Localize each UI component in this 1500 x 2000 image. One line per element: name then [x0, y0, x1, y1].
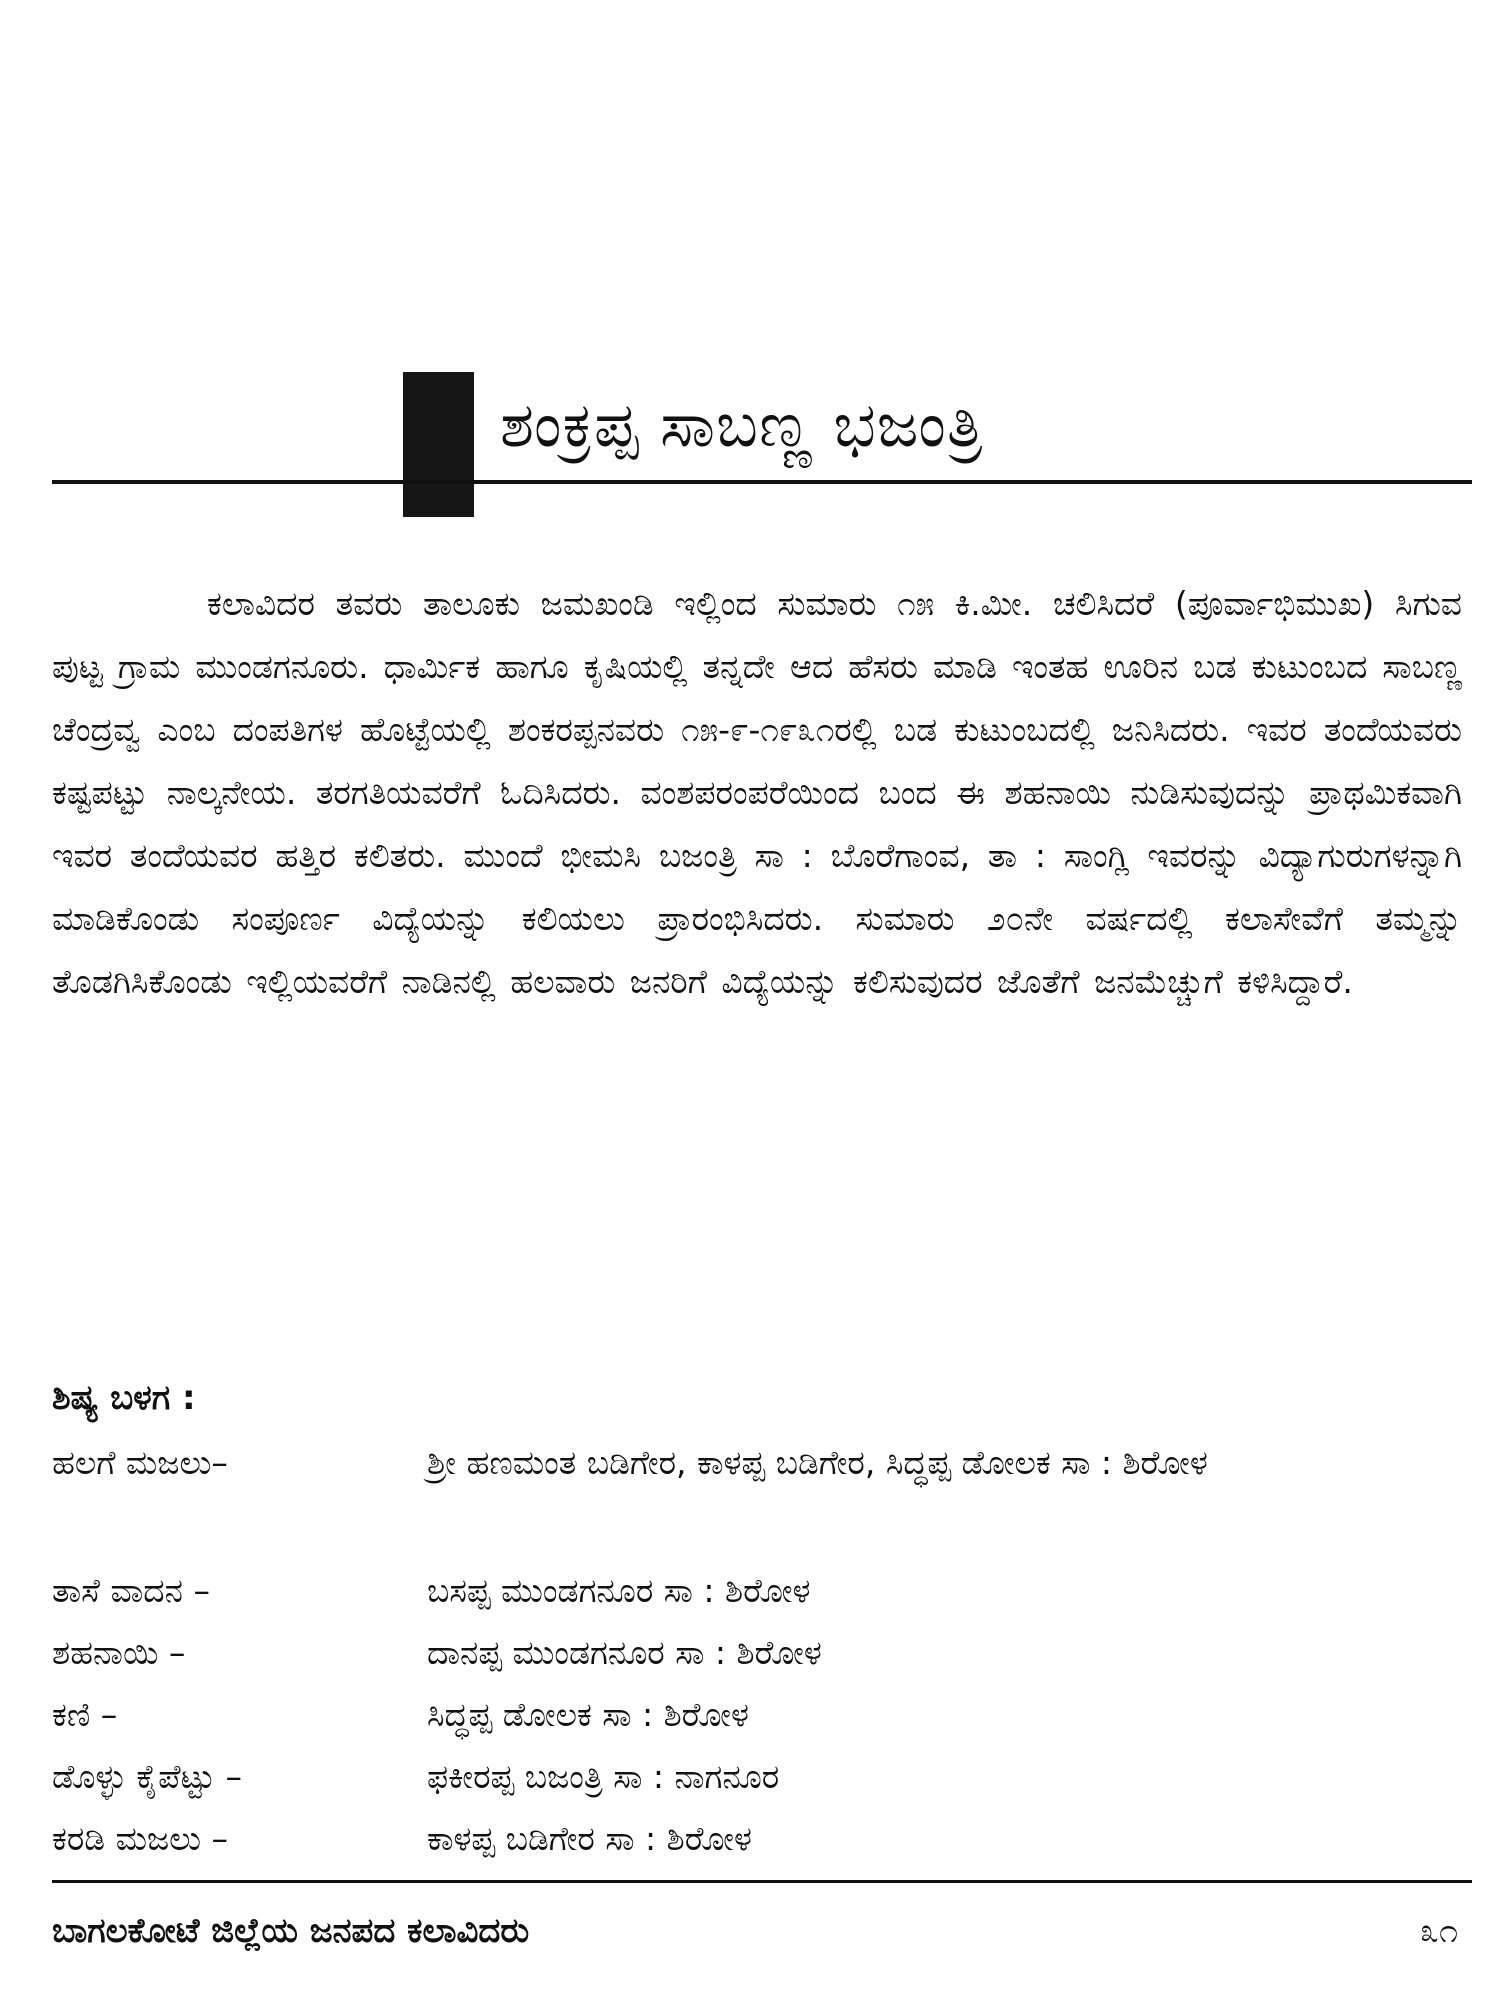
disciple-names: ಕಾಳಪ್ಪ ಬಡಿಗೇರ ಸಾ : ಶಿರೋಳ	[427, 1819, 752, 1858]
disciple-names: ಬಸಪ್ಪ ಮುಂಡಗನೂರ ಸಾ : ಶಿರೋಳ	[427, 1571, 811, 1610]
biography-paragraph: ಕಲಾವಿದರ ತವರು ತಾಲೂಕು ಜಮಖಂಡಿ ಇಲ್ಲಿಂದ ಸುಮಾರು ೧೫ ಕಿ.ಮೀ. ಚಲಿಸಿದರೆ (ಪೂರ್ವಾಭಿಮುಖ) ಸಿಗುವ ಪುಟ್ಟ ಗ್ರಾಮ ಮುಂಡಗನೂರು. ಧಾರ್ಮಿಕ ಹಾಗೂ ಕೃಷಿಯಲ್ಲಿ ತನ್ನದೇ ಆದ ಹೆಸರು ಮಾಡಿ ಇಂತಹ ಊರಿನ ಬಡ ಕುಟುಂಬದ ಸಾಬಣ್ಣ ಚೆಂದ್ರವ್ವ ಎಂಬ ದಂಪತಿಗಳ ಹೊಟ್ಟೆಯಲ್ಲಿ ಶಂಕರಪ್ಪನವರು ೧೫-೯-೧೯೩೧ರಲ್ಲಿ ಬಡ ಕುಟುಂಬದಲ್ಲಿ ಜನಿಸಿದರು. ಇವರ ತಂದೆಯವರು ಕಷ್ಟಪಟ್ಟು ನಾಲ್ಕನೇಯ. ತರಗತಿಯವರೆಗೆ ಓದಿಸಿದರು. ವಂಶಪರಂಪರೆಯಿಂದ ಬಂದ ಈ ಶಹನಾಯಿ ನುಡಿಸುವುದನ್ನು ಪ್ರಾಥಮಿಕವಾಗಿ ಇವರ ತಂದೆಯವರ ಹತ್ತಿರ ಕಲಿತರು. ಮುಂದೆ ಭೀಮಸಿ ಬಜಂತ್ರಿ ಸಾ : ಬೊರೆಗಾಂವ, ತಾ : ಸಾಂಗ್ಲಿ ಇವರನ್ನು ವಿದ್ಯಾಗುರುಗಳನ್ನಾಗಿ ಮಾಡಿಕೊಂಡು ಸಂಪೂರ್ಣ ವಿದ್ಯೆಯನ್ನು ಕಲಿಯಲು ಪ್ರಾರಂಭಿಸಿದರು. ಸುಮಾರು ೨೦ನೇ ವರ್ಷದಲ್ಲಿ ಕಲಾಸೇವೆಗೆ ತಮ್ಮನ್ನು ತೊಡಗಿಸಿಕೊಂಡು ಇಲ್ಲಿಯವರೆಗೆ ನಾಡಿನಲ್ಲಿ ಹಲವಾರು ಜನರಿಗೆ ವಿದ್ಯೆಯನ್ನು ಕಲಿಸುವುದರ ಜೊತೆಗೆ ಜನಮೆಚ್ಚುಗೆ ಕಳಿಸಿದ್ದಾರೆ.	[52, 584, 1462, 1001]
disciple-role: ಕಣಿ –	[52, 1695, 118, 1734]
disciple-names: ಶ್ರೀ ಹಣಮಂತ ಬಡಿಗೇರ, ಕಾಳಪ್ಪ ಬಡಿಗೇರ, ಸಿದ್ಧಪ್ಪ ಡೋಲಕ ಸಾ : ಶಿರೋಳ	[427, 1443, 1208, 1482]
footer-book-title: ಬಾಗಲಕೋಟೆ ಜಿಲ್ಲೆಯ ಜನಪದ ಕಲಾವಿದರು	[52, 1911, 530, 1951]
page-number: ೩೧	[1419, 1911, 1458, 1951]
disciple-role: ಕರಡಿ ಮಜಲು –	[52, 1819, 229, 1858]
footer-divider	[52, 1880, 1472, 1883]
disciple-names: ಸಿದ್ಧಪ್ಪ ಡೋಲಕ ಸಾ : ಶಿರೋಳ	[427, 1695, 749, 1734]
disciple-role: ಡೊಳ್ಳು ಕೈಪೆಟ್ಟು –	[52, 1757, 242, 1796]
disciples-heading: ಶಿಷ್ಯ ಬಳಗ :	[52, 1378, 196, 1418]
disciple-names: ದಾನಪ್ಪ ಮುಂಡಗನೂರ ಸಾ : ಶಿರೋಳ	[427, 1633, 822, 1672]
page-title: ಶಂಕ್ರಪ್ಪ ಸಾಬಣ್ಣ ಭಜಂತ್ರಿ	[500, 388, 984, 461]
title-divider	[52, 480, 1472, 484]
disciple-role: ತಾಸೆ ವಾದನ –	[52, 1571, 210, 1610]
title-marker-block	[403, 372, 474, 517]
disciple-role: ಹಲಗೆ ಮಜಲು–	[52, 1443, 228, 1482]
disciple-role: ಶಹನಾಯಿ –	[52, 1633, 186, 1672]
disciple-names: ಫಕೀರಪ್ಪ ಬಜಂತ್ರಿ ಸಾ : ನಾಗನೂರ	[427, 1757, 780, 1796]
